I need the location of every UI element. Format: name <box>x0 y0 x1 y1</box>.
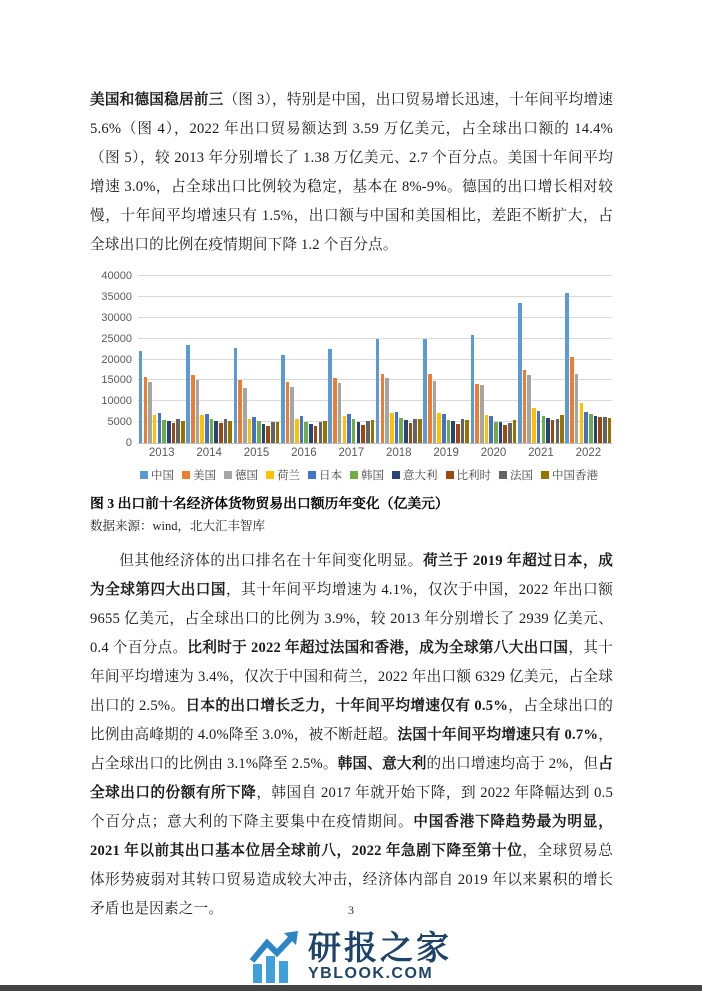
text-run: 的出口增速均高于 2%，但 <box>426 756 599 772</box>
bar-中国香港-2014 <box>228 421 232 443</box>
bar-德国-2014 <box>196 380 200 443</box>
figure-caption: 图 3 出口前十名经济体货物贸易出口额历年变化（亿美元） <box>90 496 449 511</box>
chart-plot-area <box>138 276 612 444</box>
text-run: （图 3），特别是中国，出口贸易增长迅速，十年间平均增速 5.6%（图 4），2022 年出口贸易额达到 3.59 万亿美元，占全球出口额的 14.4%（图 5），较 2013 年分别增长了 1.38 万亿美元、2.7 个百分点。美国十年间平均增速 3.0%，占全球出口比例较为稳定，基本在 8%-9%。德国的出口增长相对较慢，十年间平均增速只有 1.5%，出口额与中国和美国相比，差距不断扩大，占全球出口的比例在疫情期间下降 1.2 个百分点。 <box>90 92 613 253</box>
bar-比利时-2021 <box>551 420 555 443</box>
bar-意大利-2021 <box>546 418 550 443</box>
x-tick-label: 2019 <box>433 447 459 459</box>
legend-label: 意大利 <box>403 470 438 482</box>
x-tick-label: 2018 <box>385 447 412 459</box>
legend-label: 荷兰 <box>277 470 300 482</box>
text-run: 韩国、意大利 <box>337 756 427 772</box>
text-run: 荷兰于 2019 年超过日本，成为全球第四大出口国 <box>90 553 613 598</box>
y-tick-label: 30000 <box>101 311 132 324</box>
text-run: ，全球贸易总体形势疲弱对其转口贸易造成较大冲击，经济体内部自 2019 年以来累积的增长矛盾也是因素之一。 <box>90 843 613 917</box>
bar-日本-2015 <box>252 417 256 443</box>
bar-中国香港-2017 <box>371 420 375 443</box>
x-tick-label: 2013 <box>148 447 175 459</box>
bar-德国-2020 <box>480 385 484 443</box>
x-tick-label: 2015 <box>243 447 270 459</box>
bar-中国-2020 <box>471 335 475 443</box>
bar-荷兰-2022 <box>580 403 584 443</box>
bar-中国-2022 <box>565 293 569 443</box>
bar-德国-2017 <box>338 383 342 443</box>
bar-荷兰-2019 <box>437 413 441 443</box>
bar-比利时-2019 <box>456 424 460 443</box>
bar-日本-2014 <box>205 414 209 443</box>
legend-marker <box>266 471 274 479</box>
bar-意大利-2020 <box>499 422 503 443</box>
y-tick-label: 10000 <box>101 395 132 408</box>
bar-德国-2022 <box>575 374 579 443</box>
brand-site: YBLOOK.COM <box>308 965 434 982</box>
bar-日本-2018 <box>395 412 399 443</box>
bar-中国-2018 <box>376 339 380 443</box>
bar-中国香港-2019 <box>465 420 469 443</box>
bar-德国-2018 <box>385 378 389 443</box>
bar-groups <box>138 276 612 443</box>
bar-group-2019 <box>422 276 469 443</box>
bar-韩国-2015 <box>257 421 261 443</box>
bar-韩国-2021 <box>542 416 546 443</box>
bar-group-2018 <box>375 276 422 443</box>
bar-group-2017 <box>328 276 375 443</box>
bar-中国香港-2015 <box>276 422 280 443</box>
bar-比利时-2018 <box>409 423 413 443</box>
bar-意大利-2014 <box>214 421 218 443</box>
legend-item-比利时 <box>446 467 492 483</box>
bar-比利时-2014 <box>219 423 223 443</box>
legend-item-中国香港 <box>541 467 598 483</box>
bar-法国-2019 <box>461 419 465 443</box>
bar-美国-2019 <box>428 374 432 443</box>
y-tick-label: 5000 <box>107 416 132 429</box>
x-tick-label: 2022 <box>575 447 602 459</box>
y-tick-label: 35000 <box>101 290 132 303</box>
bar-美国-2021 <box>523 370 527 443</box>
x-axis-labels <box>138 447 612 459</box>
bar-意大利-2018 <box>404 420 408 443</box>
bar-美国-2022 <box>570 357 574 443</box>
legend-marker <box>541 471 549 479</box>
text-run: 比利时于 2022 年超过法国和香港，成为全球第八大出口国 <box>187 640 569 656</box>
paragraph-2 <box>90 547 613 924</box>
legend-item-意大利 <box>392 467 438 483</box>
bar-比利时-2017 <box>361 425 365 443</box>
bar-比利时-2022 <box>598 417 602 443</box>
bar-荷兰-2017 <box>343 416 347 443</box>
text-run: ，其十年间平均增速为 4.1%，仅次于中国，2022 年出口额 9655 亿美元，占全球出口的比例为 3.9%，较 2013 年分别增长了 2939 亿美元、0.4 个百分点。 <box>90 582 613 656</box>
bar-意大利-2016 <box>309 424 313 443</box>
bar-德国-2019 <box>433 381 437 443</box>
brand-footer <box>0 931 702 983</box>
bar-日本-2017 <box>347 414 351 443</box>
bar-韩国-2020 <box>494 422 498 443</box>
bar-中国香港-2022 <box>608 418 612 443</box>
bar-美国-2016 <box>286 382 290 443</box>
legend-item-荷兰 <box>266 467 300 483</box>
bar-荷兰-2021 <box>532 408 536 443</box>
figure-source: 数据来源：wind，北大汇丰智库 <box>90 519 266 533</box>
y-tick-label: 15000 <box>101 374 132 387</box>
legend-item-法国 <box>499 467 533 483</box>
legend-label: 德国 <box>235 470 258 482</box>
brand-name: 研报之家 <box>308 929 452 966</box>
bar-中国-2016 <box>281 355 285 443</box>
bar-group-2014 <box>185 276 232 443</box>
bar-法国-2015 <box>271 422 275 443</box>
x-tick-label: 2021 <box>528 447 554 459</box>
y-axis-labels <box>98 270 138 449</box>
legend-marker <box>224 471 232 479</box>
legend-label: 比利时 <box>456 470 491 482</box>
bar-韩国-2019 <box>447 420 451 443</box>
bar-韩国-2017 <box>352 419 356 443</box>
text-run: ，占全球出口的比例由 3.1%降至 2.5%。 <box>90 727 614 772</box>
page-content <box>90 86 613 924</box>
bar-日本-2020 <box>489 416 493 443</box>
bar-比利时-2015 <box>266 426 270 443</box>
legend-item-韩国 <box>350 467 384 483</box>
bar-荷兰-2020 <box>485 415 489 443</box>
bar-日本-2013 <box>158 413 162 443</box>
bar-法国-2020 <box>508 423 512 443</box>
bar-中国香港-2016 <box>323 421 327 443</box>
brand-text <box>308 931 452 983</box>
text-run: ，韩国自 2017 年就开始下降，到 2022 年降幅达到 0.5 个百分点；意大利的下降主要集中在疫情期间。 <box>90 785 614 830</box>
bar-中国-2014 <box>186 345 190 443</box>
bar-chart-arrow-icon <box>250 931 300 983</box>
legend-label: 法国 <box>510 470 533 482</box>
legend-label: 美国 <box>193 470 216 482</box>
bar-法国-2017 <box>366 421 370 443</box>
bar-日本-2016 <box>300 416 304 443</box>
bar-韩国-2013 <box>162 420 166 443</box>
bar-法国-2018 <box>413 419 417 443</box>
bar-中国香港-2013 <box>181 421 185 443</box>
y-tick-label: 40000 <box>101 270 132 282</box>
bar-韩国-2018 <box>399 418 403 443</box>
bar-group-2020 <box>470 276 517 443</box>
y-tick-label: 20000 <box>101 353 132 366</box>
bar-德国-2013 <box>148 382 152 443</box>
text-run: 美国和德国稳居前三 <box>90 92 224 108</box>
legend-label: 韩国 <box>361 470 384 482</box>
bar-美国-2018 <box>381 374 385 443</box>
bar-韩国-2014 <box>210 419 214 443</box>
bar-法国-2014 <box>224 419 228 443</box>
legend-item-德国 <box>224 467 258 483</box>
bar-德国-2021 <box>527 375 531 443</box>
bar-意大利-2019 <box>451 421 455 443</box>
bar-韩国-2016 <box>304 422 308 443</box>
page-bottom-strip <box>0 985 702 991</box>
x-tick-label: 2017 <box>338 447 365 459</box>
y-tick-label: 25000 <box>101 332 132 345</box>
bar-比利时-2013 <box>172 423 176 443</box>
bar-法国-2016 <box>319 422 323 443</box>
page-number: 3 <box>348 903 354 917</box>
bar-荷兰-2013 <box>153 415 157 443</box>
legend-marker <box>350 471 358 479</box>
bar-法国-2013 <box>176 419 180 443</box>
legend-label: 日本 <box>319 470 342 482</box>
bar-美国-2014 <box>191 375 195 443</box>
legend-marker <box>392 471 400 479</box>
bar-中国香港-2021 <box>560 415 564 443</box>
bar-group-2022 <box>565 276 612 443</box>
export-bar-chart <box>98 270 612 483</box>
bar-荷兰-2015 <box>248 419 252 443</box>
bar-group-2013 <box>138 276 185 443</box>
bar-德国-2015 <box>243 388 247 443</box>
bar-中国-2015 <box>234 348 238 443</box>
text-run: ，其十年间平均增速为 3.4%，仅次于中国和荷兰，2022 年出口额 6329 亿美元，占全球出口的 2.5%。 <box>90 640 613 714</box>
bar-美国-2020 <box>475 384 479 443</box>
bar-中国-2019 <box>423 339 427 443</box>
bar-美国-2015 <box>238 380 242 443</box>
bar-意大利-2015 <box>262 424 266 443</box>
bar-group-2015 <box>233 276 280 443</box>
y-tick-label: 0 <box>125 437 132 449</box>
text-run: 但其他经济体的出口排名在十年间变化明显。 <box>119 553 423 569</box>
text-run: 日本的出口增长乏力，十年间平均增速仅有 0.5% <box>185 698 509 714</box>
bar-意大利-2013 <box>167 421 171 443</box>
bar-比利时-2016 <box>314 426 318 443</box>
text-run: 法国十年间平均增速只有 0.7% <box>397 727 599 743</box>
legend-marker <box>446 471 454 479</box>
bar-group-2016 <box>280 276 327 443</box>
bar-意大利-2022 <box>594 416 598 443</box>
legend-marker <box>308 471 316 479</box>
bar-日本-2021 <box>537 411 541 443</box>
bar-中国-2017 <box>328 349 332 443</box>
legend-label: 中国香港 <box>552 470 598 482</box>
x-tick-label: 2016 <box>291 447 317 459</box>
bar-荷兰-2018 <box>390 413 394 443</box>
text-run: 占全球出口的份额有所下降 <box>90 756 613 801</box>
bar-法国-2022 <box>603 417 607 443</box>
bar-比利时-2020 <box>503 425 507 443</box>
bar-美国-2017 <box>333 378 337 443</box>
bar-法国-2021 <box>556 419 560 443</box>
bar-德国-2016 <box>290 387 294 443</box>
bar-中国香港-2020 <box>513 420 517 443</box>
bar-韩国-2022 <box>589 414 593 443</box>
x-tick-label: 2020 <box>480 447 507 459</box>
legend-label: 中国 <box>151 470 174 482</box>
legend-marker <box>182 471 190 479</box>
text-run: 中国香港下降趋势最为明显，2021 年以前其出口基本位居全球前八，2022 年急剧下降至第十位 <box>90 814 613 859</box>
bar-荷兰-2014 <box>200 415 204 443</box>
bar-中国香港-2018 <box>418 419 422 443</box>
bar-group-2021 <box>517 276 564 443</box>
legend-marker <box>499 471 507 479</box>
bar-美国-2013 <box>144 377 148 443</box>
bar-中国-2021 <box>518 303 522 443</box>
legend-item-美国 <box>182 467 216 483</box>
text-run: ，占全球出口的比例由高峰期的 4.0%降至 3.0%，被不断赶超。 <box>90 698 613 743</box>
legend-item-日本 <box>308 467 342 483</box>
bar-意大利-2017 <box>357 422 361 443</box>
x-tick-label: 2014 <box>196 447 222 459</box>
paragraph-1 <box>90 86 613 260</box>
bar-日本-2022 <box>584 412 588 443</box>
legend-marker <box>140 471 148 479</box>
chart-legend <box>126 467 612 483</box>
bar-日本-2019 <box>442 414 446 443</box>
bar-荷兰-2016 <box>295 419 299 443</box>
legend-item-中国 <box>140 467 174 483</box>
bar-中国-2013 <box>139 351 143 443</box>
